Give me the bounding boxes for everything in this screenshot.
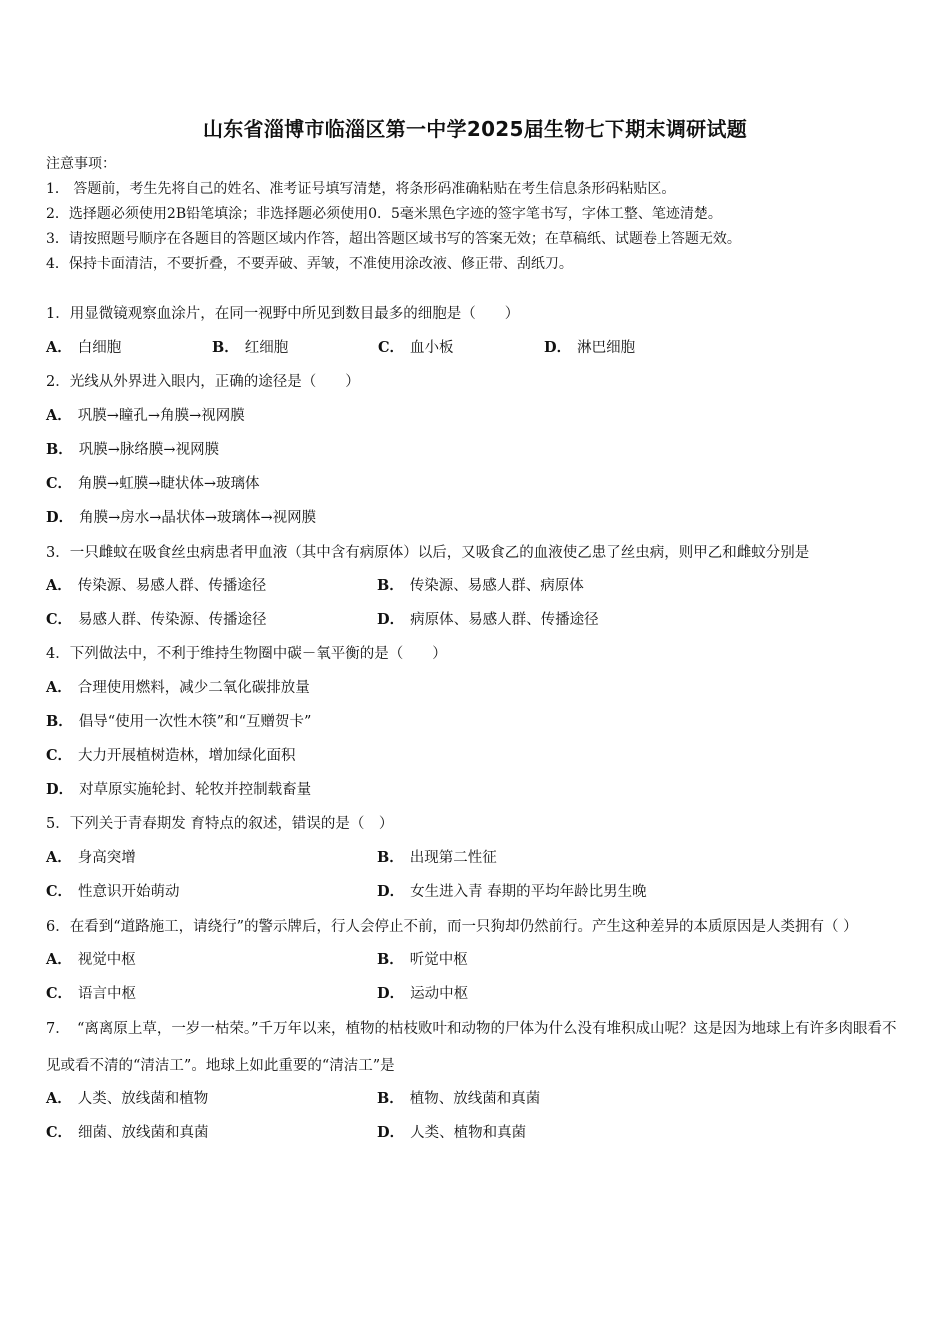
question-7: [46, 1011, 908, 1150]
option-b: B． 倡导“使用一次性木筷”和“互赠贺卡”: [46, 713, 312, 730]
question-4: [46, 637, 908, 807]
option-row: [46, 1082, 908, 1116]
option-b: B． 传染源、易感人群、病原体: [377, 577, 584, 594]
option-c: C． 血小板: [378, 339, 454, 356]
option-b: B． 红细胞: [212, 339, 289, 356]
option-a: A． 传染源、易感人群、传播途径: [46, 577, 267, 594]
option-row: [46, 977, 908, 1011]
option-c: C． 细菌、放线菌和真菌: [46, 1124, 209, 1141]
question-stem: 5．下列关于青春期发 育特点的叙述，错误的是（ ）: [46, 816, 394, 832]
option-a: A． 合理使用燃料，减少二氧化碳排放量: [46, 679, 310, 696]
option-d: D． 病原体、易感人群、传播途径: [377, 611, 599, 628]
notice-section: [46, 152, 741, 277]
question-stem: 3．一只雌蚊在吸食丝虫病患者甲血液（其中含有病原体）以后，又吸食乙的血液使乙患了丝虫病，则甲乙和雌蚊分别是: [46, 545, 810, 561]
option-c: C． 语言中枢: [46, 985, 137, 1002]
question-stem: 4．下列做法中，不利于维持生物圈中碳－氧平衡的是（ ）: [46, 646, 447, 662]
question-3: [46, 535, 908, 637]
option-d: D． 角膜→房水→晶状体→玻璃体→视网膜: [46, 509, 317, 526]
option-b: B． 听觉中枢: [377, 951, 468, 968]
notice-item: 1． 答题前，考生先将自己的姓名、准考证号填写清楚，将条形码准确粘贴在考生信息条形码粘贴区。: [46, 181, 676, 197]
option-d: D． 淋巴细胞: [544, 339, 636, 356]
option-d: D． 人类、植物和真菌: [377, 1124, 527, 1141]
option-c: C． 角膜→虹膜→睫状体→玻璃体: [46, 475, 260, 492]
option-c: C． 大力开展植树造林，增加绿化面积: [46, 747, 296, 764]
option-row: [46, 875, 908, 909]
option-b: B． 植物、放线菌和真菌: [377, 1090, 541, 1107]
notice-heading: 注意事项：: [46, 156, 116, 172]
option-c: C． 易感人群、传染源、传播途径: [46, 611, 267, 628]
page-title: 山东省淄博市临淄区第一中学2025届生物七下期末调研试题: [202, 117, 748, 141]
question-stem: 7． “离离原上草，一岁一枯荣。”千万年以来，植物的枯枝败叶和动物的尸体为什么没有堆积成山呢？这是因为地球上有许多肉眼看不见或看不清的“清洁工”。地球上如此重要的“清洁工”是: [46, 1021, 897, 1074]
option-row: [46, 943, 908, 977]
question-list: [46, 297, 908, 1150]
question-1: [46, 297, 908, 365]
option-d: D． 对草原实施轮封、轮牧并控制载畜量: [46, 781, 312, 798]
option-a: A． 白细胞: [46, 339, 122, 356]
option-a: A． 巩膜→瞳孔→角膜→视网膜: [46, 407, 245, 424]
question-5: [46, 807, 908, 909]
question-stem: 2．光线从外界进入眼内，正确的途径是（ ）: [46, 374, 360, 390]
option-row: [46, 569, 908, 603]
option-b: B． 巩膜→脉络膜→视网膜: [46, 441, 220, 458]
option-a: A． 身高突增: [46, 849, 136, 866]
option-row: [46, 331, 908, 365]
option-row: [46, 603, 908, 637]
option-c: C． 性意识开始萌动: [46, 883, 180, 900]
question-6: [46, 909, 908, 1011]
notice-item: 3．请按照题号顺序在各题目的答题区域内作答，超出答题区域书写的答案无效；在草稿纸、试题卷上答题无效。: [46, 231, 741, 247]
question-2: [46, 365, 908, 535]
option-a: A． 人类、放线菌和植物: [46, 1090, 209, 1107]
option-d: D． 女生进入青 春期的平均年龄比男生晚: [377, 883, 647, 900]
option-a: A． 视觉中枢: [46, 951, 136, 968]
notice-item: 4．保持卡面清洁，不要折叠，不要弄破、弄皱，不准使用涂改液、修正带、刮纸刀。: [46, 256, 573, 272]
question-stem: 6．在看到“道路施工，请绕行”的警示牌后，行人会停止不前，而一只狗却仍然前行。产生这种差异的本质原因是人类拥有（ ）: [46, 919, 858, 935]
notice-item: 2．选择题必须使用2B铅笔填涂；非选择题必须使用0．5毫米黑色字迹的签字笔书写，字体工整、笔迹清楚。: [46, 206, 722, 222]
question-stem: 1．用显微镜观察血涂片，在同一视野中所见到数目最多的细胞是（ ）: [46, 306, 520, 322]
option-row: [46, 1116, 908, 1150]
option-row: [46, 841, 908, 875]
option-b: B． 出现第二性征: [377, 849, 497, 866]
option-d: D． 运动中枢: [377, 985, 469, 1002]
